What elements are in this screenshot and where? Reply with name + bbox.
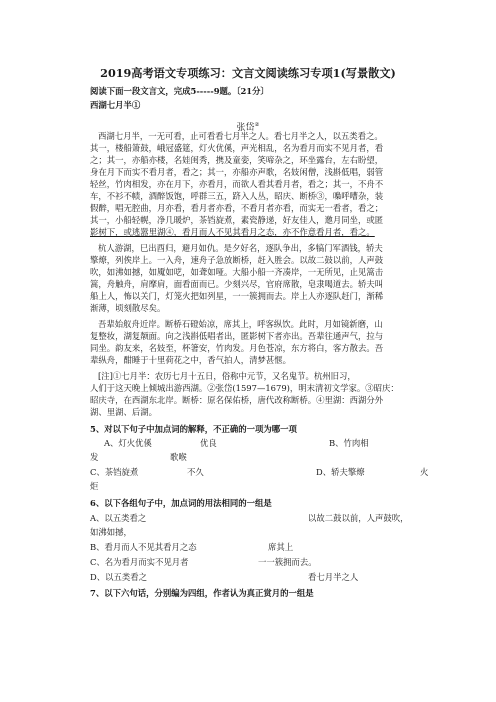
paragraph-1-line: 其一，楼船箫鼓，峨冠盛筵，灯火优傒，声光相乱，名为看月而实不见月者，看 xyxy=(90,143,384,153)
paragraph-1-line: 影树下，或逃嚣里湖④，看月而人不见其看月之态，亦不作意看月者，看之。 xyxy=(90,227,375,237)
q6-option-a-left: A、以五类看之 xyxy=(90,513,147,523)
document-title: 2019高考语文专项练习：文言文阅读练习专项1(写景散文) xyxy=(100,66,396,80)
paragraph-2-line: 吹，如沸如撼，如魇如呓，如聋如哑。大船小船一齐凑岸，一无所见，止见篙击 xyxy=(90,267,384,277)
annotation-line: 湖、里湖、后湖。 xyxy=(90,407,157,417)
q6-option-b-right: 席其上 xyxy=(268,542,294,552)
question-5-stem: 5、对以下句子中加点词的解释，不正确的一项为哪一项 xyxy=(90,424,297,434)
essay-title: 西湖七月半① xyxy=(90,100,141,110)
annotation-line: [注]①七月半：农历七月十五日，俗称中元节，又名鬼节。杭州旧习， xyxy=(98,371,356,381)
author-name: 张岱 xyxy=(236,123,255,133)
paragraph-2-line: 擎燎，列俟岸上。一入舟，速舟子急放断桥，赶入胜会。以故二鼓以前，人声鼓 xyxy=(90,255,384,265)
paragraph-3-line: 辈纵舟，酣睡于十里荷花之中，香气拍人，清梦甚惬。 xyxy=(90,355,291,365)
paragraph-2-line: 渐薄，顷刻散尽矣。 xyxy=(90,303,166,313)
q5-option-a: A、灯火优傒 xyxy=(104,438,152,448)
paragraph-1-line: 之；其一，亦船亦楼，名娃闺秀，携及童娈，笑啼杂之，环坐露台，左右盼望， xyxy=(90,155,384,165)
paragraph-1-line: 身在月下而实不看月者，看之；其一，亦船亦声歌，名妓闲僧，浅斟低唱，弱管 xyxy=(90,167,384,177)
q5-option-d-tail: 炬 xyxy=(90,481,99,491)
paragraph-1-line: 车，不衫不帻，酒醉饭饱，呼群三五，跻入人丛，昭庆、断桥③，嘄呼嘈杂，装 xyxy=(90,191,384,201)
q6-option-c-right: 一一簇拥而去。 xyxy=(258,557,317,567)
q5-option-d: D、轿夫擎燎 xyxy=(316,467,365,477)
q5-option-c-gloss: 不久 xyxy=(187,467,204,477)
q5-option-b-gloss: 歌喉 xyxy=(170,452,187,462)
q5-option-b-tail: 发 xyxy=(90,452,99,462)
paragraph-2-line: 杭人游湖，巳出酉归，避月如仇。是夕好名，逐队争出，多犒门军酒钱，轿夫 xyxy=(98,243,383,253)
paragraph-2-line: 船上人，怖以关门，灯笼火把如列星，一一簇拥而去。岸上人亦逐队赶门，渐稀 xyxy=(90,291,384,301)
paragraph-3-line: 同坐。韵友来，名妓至，杯箸安，竹肉发。月色苍凉，东方将白，客方散去。吾 xyxy=(90,343,384,353)
q5-option-b: B、竹肉相 xyxy=(329,438,369,448)
q6-option-b-left: B、看月而人不见其看月之态 xyxy=(90,542,197,552)
question-7-stem: 7、以下六句话，分别编为四组，作者认为真正赏月的一组是 xyxy=(90,588,314,598)
author-note-mark: ② xyxy=(254,122,260,128)
paragraph-1-line: 轻丝，竹肉相发，亦在月下，亦看月，而欲人看其看月者，看之；其一，不舟不 xyxy=(90,179,384,189)
paragraph-3-line: 吾辈始舣舟近岸。断桥石磴始凉，席其上，呼客纵饮。此时，月如镜新磨，山 xyxy=(98,319,383,329)
q6-option-c-left: C、名为看月而实不见月者 xyxy=(90,557,189,567)
reading-instruction: 阅读下面一段文言文，完成5-----9题。〔21分〕 xyxy=(90,86,269,96)
q6-option-d-left: D、以五类看之 xyxy=(90,572,147,582)
paragraph-3-line: 复整妆，湖复颒面。向之浅斟低唱者出，匿影树下者亦出。吾辈往通声气，拉与 xyxy=(90,331,384,341)
q5-option-d-gloss: 火 xyxy=(420,467,429,477)
question-6-stem: 6、以下各组句子中，加点词的用法相同的一组是 xyxy=(90,498,272,508)
q5-option-c: C、茶铛旋煮 xyxy=(90,467,139,477)
annotation-line: 昭庆寺，在西湖东北岸。断桥：原名保佑桥，唐代改称断桥。④里湖：西湖分外 xyxy=(90,395,384,405)
annotation-line: 人们于这天晚上倾城出游西湖。②张岱(1597—1679)，明末清初文学家。③昭庆： xyxy=(90,383,399,393)
paragraph-1-line: 假醉，唱无腔曲，月亦看，看月者亦看，不看月者亦看，而实无一看者，看之； xyxy=(90,203,384,213)
q6-option-a-right: 以故二鼓以前，人声鼓吹， xyxy=(308,513,409,523)
q6-option-d-right: 看七月半之人 xyxy=(308,572,359,582)
paragraph-1-line: 西湖七月半，一无可看，止可看看七月半之人。看七月半之人，以五类看之。 xyxy=(98,131,383,141)
q6-option-a-cont: 如沸如撼， xyxy=(90,527,132,537)
paragraph-1-line: 其一，小船轻幌，净几暖炉，茶铛旋煮，素瓷静递，好友佳人，邀月同坐，或匿 xyxy=(90,215,384,225)
paragraph-2-line: 篙，舟触舟，肩摩肩，面看面而已。少刻兴尽，官府席散，皂隶喝道去。轿夫叫 xyxy=(90,279,384,289)
q5-option-a-gloss: 优良 xyxy=(200,438,217,448)
